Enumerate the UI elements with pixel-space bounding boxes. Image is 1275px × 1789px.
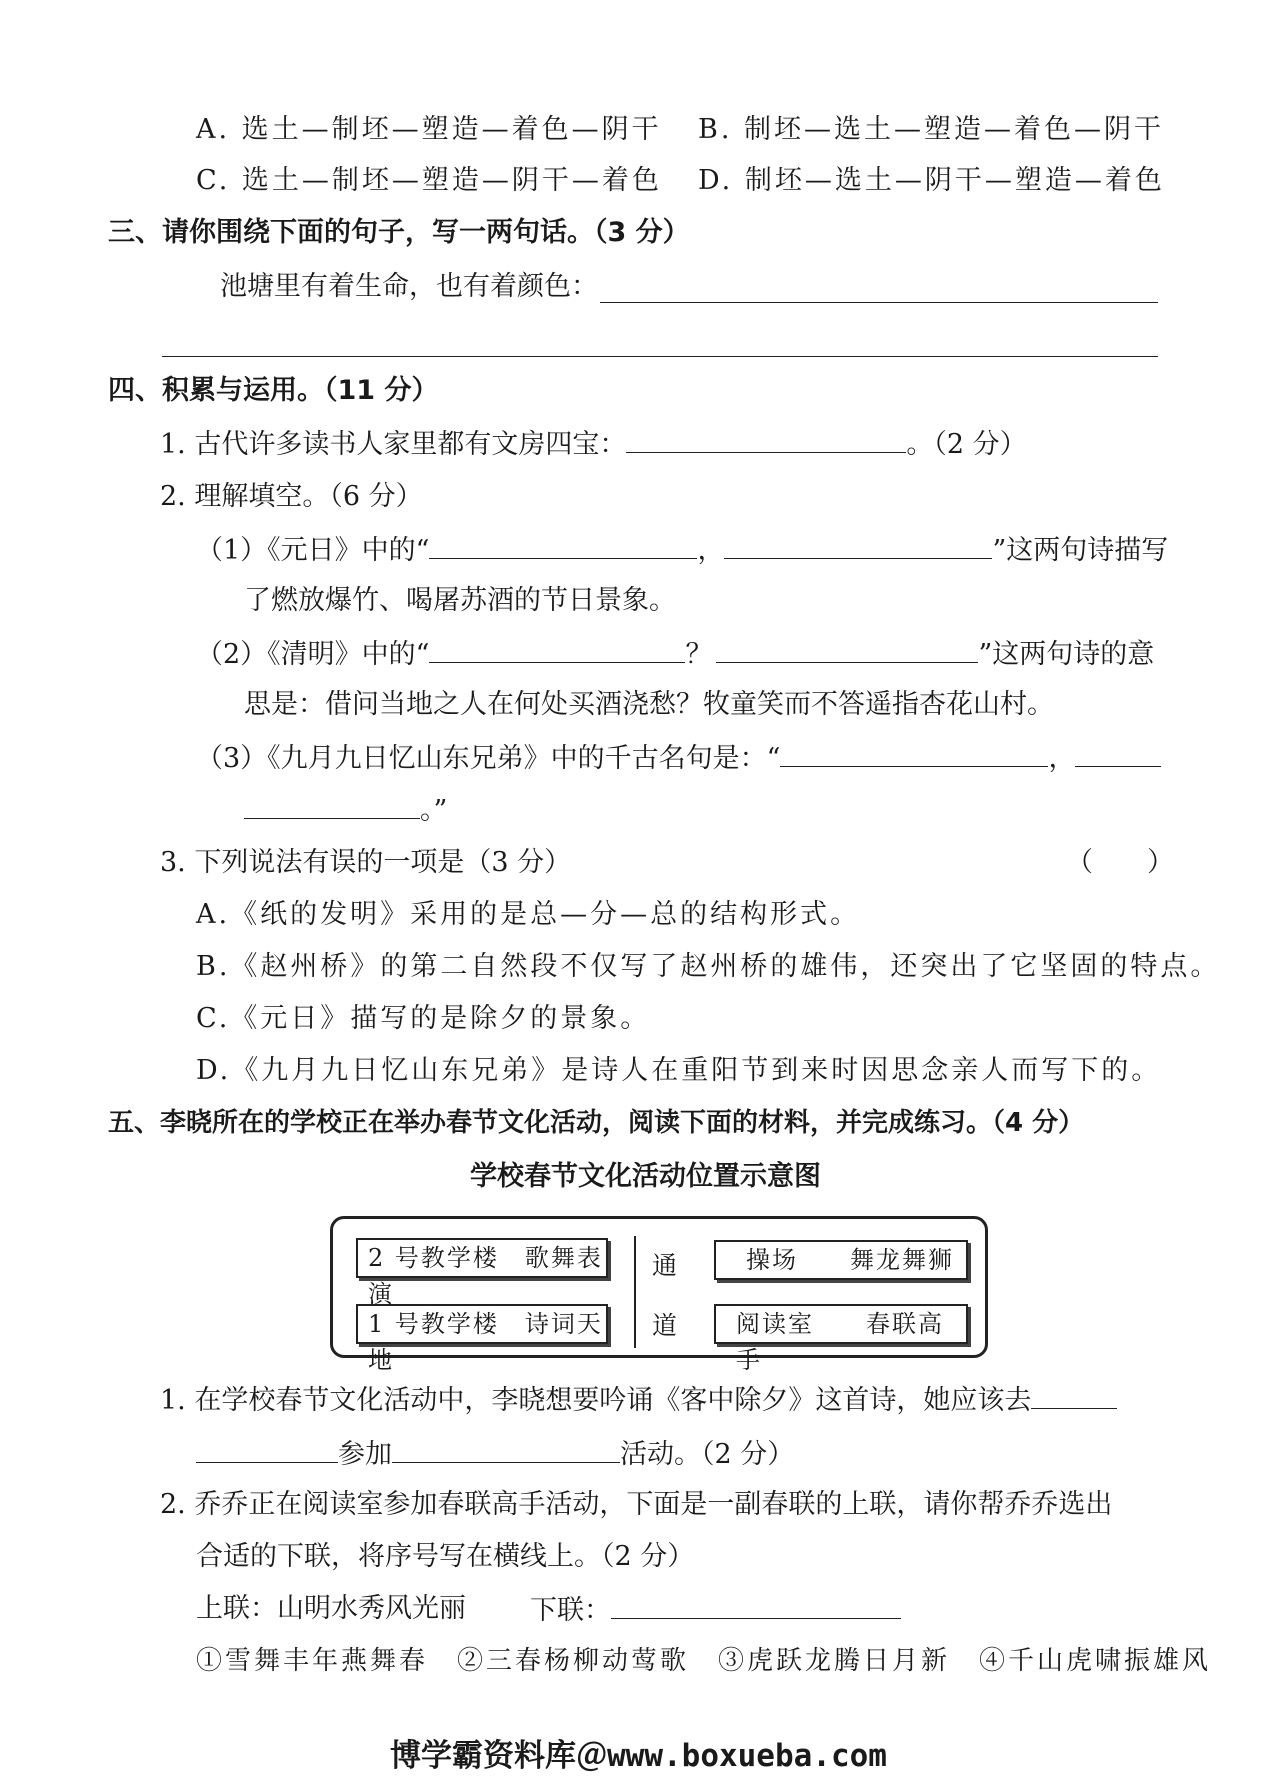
section-5-title: 五、李晓所在的学校正在举办春节文化活动，阅读下面的材料，并完成练习。（4 分） <box>108 1108 1085 1138</box>
q5-1-cont <box>196 1436 794 1472</box>
couplet-lower <box>530 1592 901 1628</box>
q4-2-heading <box>160 480 423 514</box>
q5-1 <box>160 1382 1117 1418</box>
q4-2-3-blank-c[interactable] <box>244 792 420 819</box>
q4-2-2-cont: 思是：借问当地之人在何处买酒浇愁？牧童笑而不答遥指杏花山村。 <box>244 689 1054 720</box>
q4-3-option-c: C.《元日》描写的是除夕的景象。 <box>196 1003 651 1034</box>
q4-2-1-lead: （1）《元日》中的“ <box>196 535 430 566</box>
couplet-lower-blank[interactable] <box>611 1592 901 1619</box>
map-box-playground: 操场 舞龙舞狮 <box>714 1240 968 1280</box>
q4-2-3-end: 。” <box>420 795 448 826</box>
q4-3-option-b: B.《赵州桥》的第二自然段不仅写了赵州桥的雄伟，还突出了它坚固的特点。 <box>196 951 1221 982</box>
q4-2-1-blank-a[interactable] <box>429 532 697 559</box>
q5-1-blank-b[interactable] <box>196 1436 338 1463</box>
q4-2-3-blank-b[interactable] <box>1075 740 1161 767</box>
section-3-answer-line-2[interactable] <box>162 356 1158 357</box>
q4-3-number: 3. <box>160 847 186 878</box>
q4-2-part3 <box>196 740 1161 776</box>
map-box-building-2: 2 号教学楼 歌舞表演 <box>356 1238 608 1278</box>
option-c: C. 选土—制坯—塑造—阴干—着色 <box>196 165 662 196</box>
q4-2-text: 理解填空。（6 分） <box>194 481 423 512</box>
q4-3-option-d: D.《九月九日忆山东兄弟》是诗人在重阳节到来时因思念亲人而写下的。 <box>196 1055 1162 1086</box>
q4-3-option-a: A.《纸的发明》采用的是总—分—总的结构形式。 <box>196 899 861 930</box>
diagram-title: 学校春节文化活动位置示意图 <box>470 1161 821 1192</box>
q4-2-part1 <box>196 532 1168 568</box>
q4-3 <box>160 846 571 880</box>
q4-1 <box>160 426 1027 462</box>
couplet-lower-label: 下联： <box>530 1595 611 1626</box>
section-3-title: 三、请你围绕下面的句子，写一两句话。（3 分） <box>108 217 690 248</box>
q5-2-number: 2. <box>160 1489 186 1520</box>
q4-3-answer-paren[interactable]: （ ） <box>1066 847 1174 878</box>
q5-1-text: 在学校春节文化活动中，李晓想要吟诵《客中除夕》这首诗，她应该去 <box>194 1385 1032 1416</box>
q4-2-2-tail: ”这两句诗的意 <box>978 639 1155 670</box>
q5-2 <box>160 1488 1112 1522</box>
q4-2-1-comma: ， <box>697 535 725 566</box>
q4-2-3-blank-a[interactable] <box>780 740 1048 767</box>
passage-divider <box>634 1236 636 1348</box>
q4-1-text: 古代许多读书人家里都有文房四宝： <box>194 429 627 460</box>
q4-2-2-blank-b[interactable] <box>716 636 978 663</box>
q4-1-blank[interactable] <box>626 426 906 453</box>
q4-3-text: 下列说法有误的一项是（3 分） <box>194 847 572 878</box>
q5-1-mid: 参加 <box>338 1439 392 1470</box>
passage-label-2: 道 <box>652 1311 678 1340</box>
q5-1-blank-c[interactable] <box>392 1436 620 1463</box>
map-box-reading-room: 阅读室 春联高手 <box>714 1304 968 1344</box>
q4-2-2-lead: （2）《清明》中的“ <box>196 639 430 670</box>
q4-2-3-cont <box>244 792 447 828</box>
map-box-building-1: 1 号教学楼 诗词天地 <box>356 1304 608 1344</box>
q4-2-1-cont: 了燃放爆竹、喝屠苏酒的节日景象。 <box>244 585 676 616</box>
footer-watermark: 博学霸资料库＠www.boxueba.com <box>390 1738 887 1774</box>
q4-2-2-blank-a[interactable] <box>429 636 685 663</box>
option-b: B. 制坯—选土—塑造—着色—阴干 <box>698 114 1165 145</box>
couplet-upper: 上联：山明水秀风光丽 <box>196 1593 466 1624</box>
section-3-answer-line-1[interactable] <box>600 302 1158 303</box>
section-3-prompt: 池塘里有着生命，也有着颜色： <box>220 271 598 302</box>
option-d: D. 制坯—选土—阴干—塑造—着色 <box>698 165 1165 196</box>
q5-1-number: 1. <box>160 1385 186 1416</box>
q4-2-3-comma: ， <box>1048 743 1076 774</box>
passage-label-1: 通 <box>652 1251 678 1280</box>
q5-2-text: 乔乔正在阅读室参加春联高手活动，下面是一副春联的上联，请你帮乔乔选出 <box>194 1489 1113 1520</box>
option-a: A. 选土—制坯—塑造—着色—阴干 <box>196 114 662 145</box>
q5-1-tail: 活动。（2 分） <box>620 1439 795 1470</box>
q5-2-cont: 合适的下联，将序号写在横线上。（2 分） <box>196 1541 695 1572</box>
q4-2-2-question: ？ <box>685 639 713 670</box>
couplet-options: ①雪舞丰年燕舞春 ②三春杨柳动莺歌 ③虎跃龙腾日月新 ④千山虎啸振雄风 <box>196 1646 1212 1676</box>
q4-2-part2 <box>196 636 1154 672</box>
section-4-title: 四、积累与运用。（11 分） <box>108 375 439 406</box>
q4-2-1-blank-b[interactable] <box>724 532 992 559</box>
q4-2-number: 2. <box>160 481 186 512</box>
q4-2-3-lead: （3）《九月九日忆山东兄弟》中的千古名句是：“ <box>196 743 781 774</box>
q4-1-tail: 。（2 分） <box>906 429 1027 460</box>
q5-1-blank-a[interactable] <box>1031 1382 1117 1409</box>
q4-1-number: 1. <box>160 429 186 460</box>
q4-2-1-tail: ”这两句诗描写 <box>992 535 1169 566</box>
